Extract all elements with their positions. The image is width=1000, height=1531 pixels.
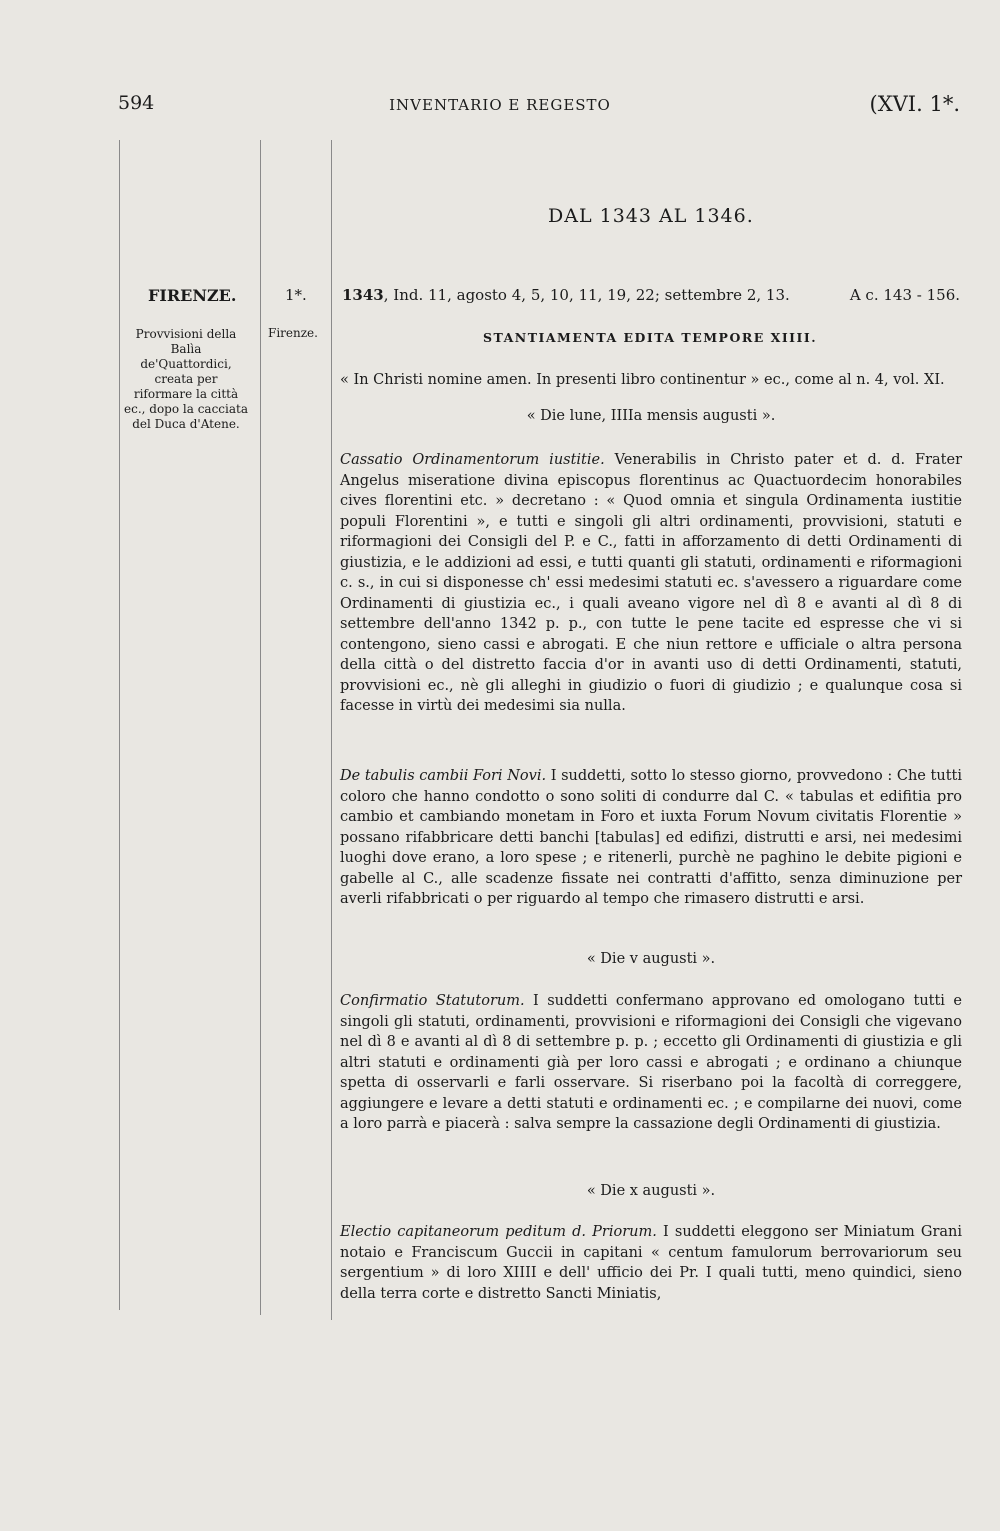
- paragraph-electio: [340, 1222, 962, 1304]
- intro-paragraph: « In Christi nomine amen. In presenti libro continentur » ec., come al n. 4, vol. XI.: [340, 372, 945, 388]
- paragraph-text: I suddetti eleggono ser Miniatum Grani notaio e Franciscum Guccii in capitani « centum famulorum berrovariorum seu sergentium » di loro XIIII e dell' ufficio dei Pr. I quali tutti, meno quindici, sieno della terra corte e distretto Sancti Miniatis,: [340, 1224, 962, 1302]
- day-heading: « Die lune, IIIIa mensis augusti ».: [526, 408, 776, 424]
- item-number: 1*.: [285, 286, 307, 304]
- folio-reference: A c. 143 - 156.: [849, 286, 960, 304]
- column-rule-2: [331, 140, 332, 1320]
- paragraph-title: Cassatio Ordinamentorum iustitie.: [340, 452, 605, 468]
- paragraph-title: Electio capitaneorum peditum d. Priorum.: [340, 1224, 657, 1240]
- margin-description: Provvisioni della Balìa de'Quattordici, creata per riformare la città ec., dopo la cacciata del Duca d'Atene.: [124, 327, 248, 431]
- margin-place: Firenze.: [268, 326, 318, 340]
- paragraph-tabulis: [340, 766, 962, 910]
- section-marker: (XVI. 1*.: [869, 92, 960, 116]
- paragraph-confirmatio: [340, 991, 962, 1135]
- paragraph-cassatio: [340, 450, 962, 717]
- paragraph-text: I suddetti, sotto lo stesso giorno, provvedono : Che tutti coloro che hanno condotto o sono soliti di condurre dal C. « tabulas et edifitia pro cambio et cambiando monetam in Foro et iuxta Forum Novum civitatis Florentie » possano rifabbricare detti banchi [tabulas] ed edifizi, distrutti e arsi, nei medesimi luoghi dove erano, a loro spese ; e ritenerli, purchè ne paghino le debite pigioni e gabelle al C., alle scadenze fissate nei contratti d'affitto, senza diminuzione per averli rifabbricati o per riguardo al tempo che rimasero distrutti e arsi.: [340, 768, 962, 907]
- page-number: 594: [118, 92, 155, 114]
- column-rule-left: [119, 140, 120, 1310]
- date-range-heading: DAL 1343 AL 1346.: [548, 205, 754, 227]
- paragraph-title: De tabulis cambii Fori Novi.: [340, 768, 547, 784]
- place-heading: FIRENZE.: [148, 286, 237, 305]
- day-heading: « Die x augusti ».: [586, 1183, 716, 1199]
- paragraph-text: I suddetti confermano approvano ed omologano tutti e singoli gli statuti, ordinamenti, provvisioni e riformagioni dei Consigli che vigevano nel dì 8 e avanti al dì 8 di settembre p. p. ; eccetto gli Ordinamenti di giustizia e gli altri statuti e ordinamenti già per loro cassi e abrogati ; e ordinano a chiunque spetta di osservarli e farli osservare. Si riserbano poi la facoltà di correggere, aggiungere e levare a detti statuti e ordinamenti ec. ; e compilarne dei nuovi, come a loro parrà e piacerà : salva sempre la cassazione degli Ordinamenti di giustizia.: [340, 993, 962, 1132]
- day-heading: « Die v augusti ».: [586, 951, 716, 967]
- column-rule-1: [260, 140, 261, 1315]
- paragraph-title: Confirmatio Statutorum.: [340, 993, 525, 1009]
- running-title: INVENTARIO E REGESTO: [389, 96, 611, 114]
- entry-year: 1343: [342, 286, 384, 304]
- paragraph-text: Venerabilis in Christo pater et d. d. Frater Angelus miseratione divina episcopus florentinus ac Quactuordecim honorabiles cives florentini etc. » decretano : « Quod omnia et singula Ordinamenta iustitie populi Florentini », e tutti e singoli gli altri ordinamenti, provvisioni, statuti e riformagioni dei Consigli del P. e C., fatti in afforzamento di detti Ordinamenti di giustizia, e le addizioni ad essi, e tutti quanti gli statuti, ordinamenti e riformagioni c. s., in cui si disponesse ch' essi medesimi statuti ec. s'avessero a riguardare come Ordinamenti di giustizia ec., i quali aveano vigore nel dì 8 e avanti al dì 8 di settembre dell'anno 1342 p. p., con tutte le pene tacite ed espresse che vi si contengono, sieno cassi e abrogati. E che niun rettore e ufficiale o altra persona della città o del distretto faccia d'or in avanti uso di detti Ordinamenti, statuti, provvisioni ec., nè gli alleghi in giudizio o fuori di giudizio ; e qualunque cosa si facesse in virtù dei medesimi sia nulla.: [340, 452, 963, 714]
- entry-date-list: , Ind. 11, agosto 4, 5, 10, 11, 19, 22; settembre 2, 13.: [383, 286, 790, 304]
- document-title: STANTIAMENTA EDITA TEMPORE XIIII.: [482, 330, 818, 345]
- entry-dates: [342, 286, 790, 304]
